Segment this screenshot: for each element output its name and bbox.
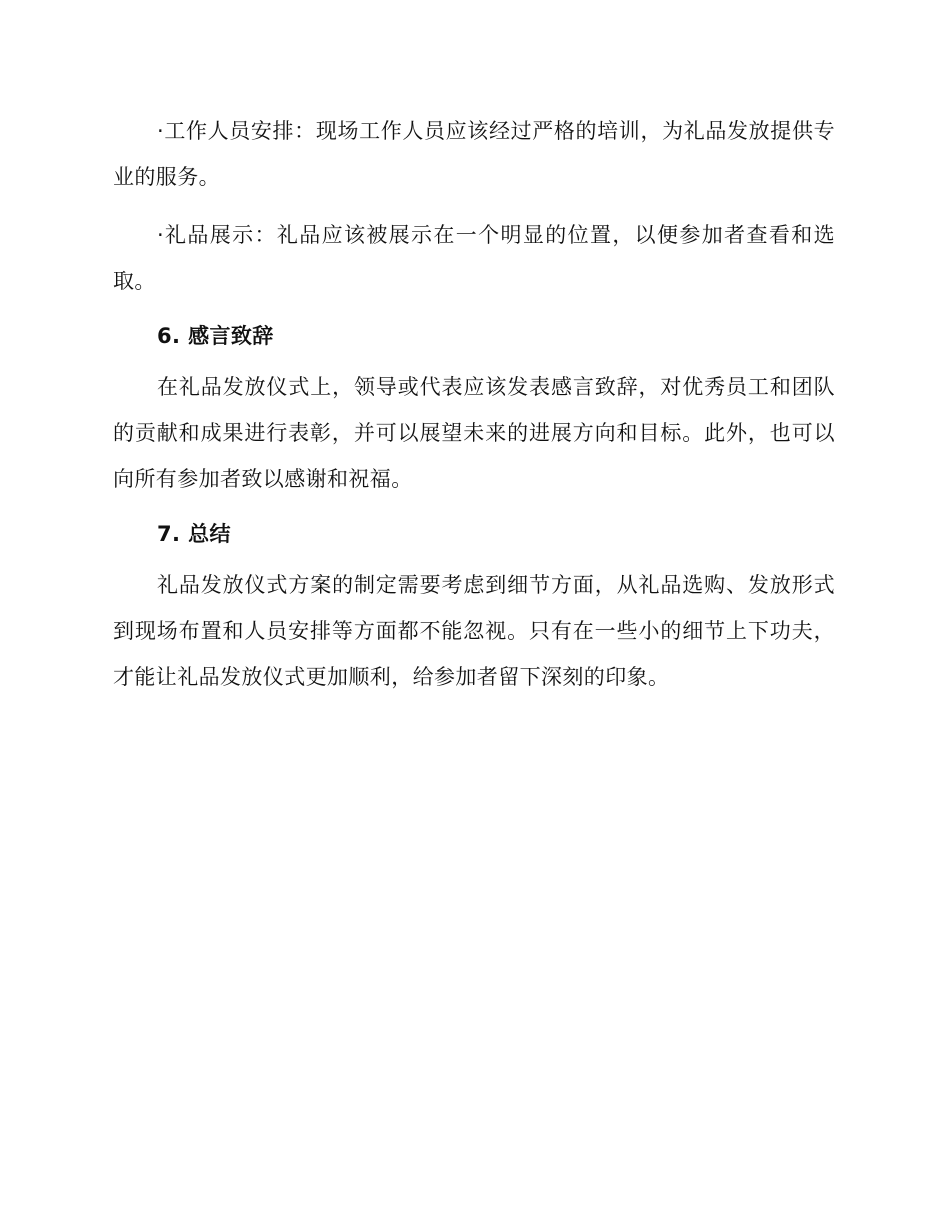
section-6-paragraph: 在礼品发放仪式上，领导或代表应该发表感言致辞，对优秀员工和团队的贡献和成果进行表彰，并可以展望未来的进展方向和目标。此外，也可以向所有参加者致以感谢和祝福。 — [113, 375, 835, 491]
document-body — [113, 108, 835, 712]
section-6-heading: 6. 感言致辞 — [157, 324, 274, 348]
bullet-staff-arrangement: ·工作人员安排：现场工作人员应该经过严格的培训，为礼品发放提供专业的服务。 — [113, 119, 835, 189]
section-7-heading: 7. 总结 — [157, 522, 231, 546]
section-7-paragraph: 礼品发放仪式方案的制定需要考虑到细节方面，从礼品选购、发放形式到现场布置和人员安排等方面都不能忽视。只有在一些小的细节上下功夫，才能让礼品发放仪式更加顺利，给参加者留下深刻的印象。 — [113, 573, 835, 689]
bullet-gift-display: ·礼品展示：礼品应该被展示在一个明显的位置，以便参加者查看和选取。 — [113, 223, 835, 293]
